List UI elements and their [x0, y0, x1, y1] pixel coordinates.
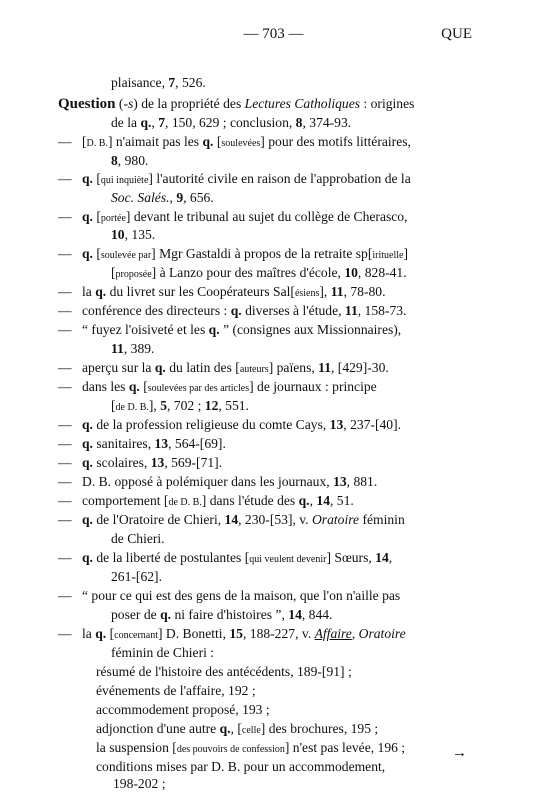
running-head: QUE	[441, 26, 472, 42]
index-line: [proposée] à Lanzo pour des maîtres d'école, 10, 828-41.	[111, 265, 407, 280]
index-entry-heading: Question (-s) de la propriété des Lectures Catholiques : origines	[58, 96, 415, 112]
index-line: de Chieri.	[111, 531, 165, 546]
continued-arrow-icon: →	[452, 745, 467, 761]
page-number: — 703 —	[243, 26, 304, 42]
index-line: 261-[62].	[111, 569, 162, 584]
index-line: 8, 980.	[111, 153, 149, 168]
index-line: de la q., 7, 150, 629 ; conclusion, 8, 374-93.	[111, 115, 352, 130]
index-subline: accommodement proposé, 193 ;	[96, 702, 270, 717]
index-line: féminin de Chieri :	[111, 645, 215, 660]
index-line: 11, 389.	[111, 341, 155, 356]
index-line: poser de q. ni faire d'histoires ”, 14, 844.	[111, 607, 333, 622]
index-page: — 703 — QUE plaisance, 7, 526. Question (-s) de la propriété des Lectures Catholiques : origines de la q., 7, 150, 629 ; conclusion, 8, 374-93. — [D. B.] n'aimait pas les q. [soulevées] pour des motifs littéraires, 8, 980. — q. [qui inquiète] l'autorité civile en raison de l'approbation de la Soc. Salés., 9, 656. — q. [portée] devant le tribunal au sujet du collège de Cherasco, 10, 135. — q. [soulevée par] Mgr Gastaldi à propos de la retraite sp[irituelle] [proposée] à Lanzo pour des maîtres d'école, 10, 828-41. — la q. du livret sur les Coopérateurs Sal[ésiens], 11, 78-80. — conférence des directeurs : q. diverses à l'étude, 11, 158-73. — “ fuyez l'oisiveté et les q. ” (consignes aux Missionnaires), 11, 389. — aperçu sur la q. du latin des [auteurs] païens, 11, [429]-30. — dans les q. [soulevées par des articles] de journaux : principe [de D. B.], 5, 702 ; 12, 551. — q. de la profession religieuse du comte Cays, 13, 237-[40]. — q. sanitaires, 13, 564-[69]. — q. scolaires, 13, 569-[71]. — D. B. opposé à polémiquer dans les journaux, 13, 881. — comportement [de D. B.] dans l'étude des q., 14, 51. — q. de l'Oratoire de Chieri, 14, 230-[53], v. Oratoire féminin de Chieri. — q. de la liberté de postulantes [qui veulent devenir] Sœurs, 14, 261-[62]. — “ pour ce qui est des gens de la maison, que l'on n'aille pas poser de q. ni faire d'histoires ”, 14, 844. — la q. [concernant] D. Bonetti, 15, 188-227, v. Affaire, Oratoire féminin de Chieri : résumé de l'histoire des antécédents, 189-[91] ; événements de l'affaire, 192 ; accommodement proposé, 193 ; adjonction d'une autre q., [celle] des brochures, 195 ; la suspension [des pouvoirs de confession] n'est pas levée, 196 ; conditions mises par D. B. pour un accommodement, 198-202 ; →	[0, 0, 547, 791]
index-subline: adjonction d'une autre q., [celle] des brochures, 195 ;	[96, 721, 379, 736]
index-subline: la suspension [des pouvoirs de confession] n'est pas levée, 196 ;	[96, 740, 406, 755]
index-subline: conditions mises par D. B. pour un accommodement,	[96, 759, 386, 774]
index-line: Soc. Salés., 9, 656.	[111, 190, 214, 205]
headword: Question	[58, 96, 116, 112]
index-subline: événements de l'affaire, 192 ;	[96, 683, 256, 698]
index-line: plaisance, 7, 526.	[111, 75, 206, 90]
index-subline: 198-202 ;	[113, 776, 166, 791]
index-subline: résumé de l'histoire des antécédents, 189-[91] ;	[96, 664, 352, 679]
index-line: 10, 135.	[111, 227, 156, 242]
index-line: [de D. B.], 5, 702 ; 12, 551.	[111, 398, 249, 413]
